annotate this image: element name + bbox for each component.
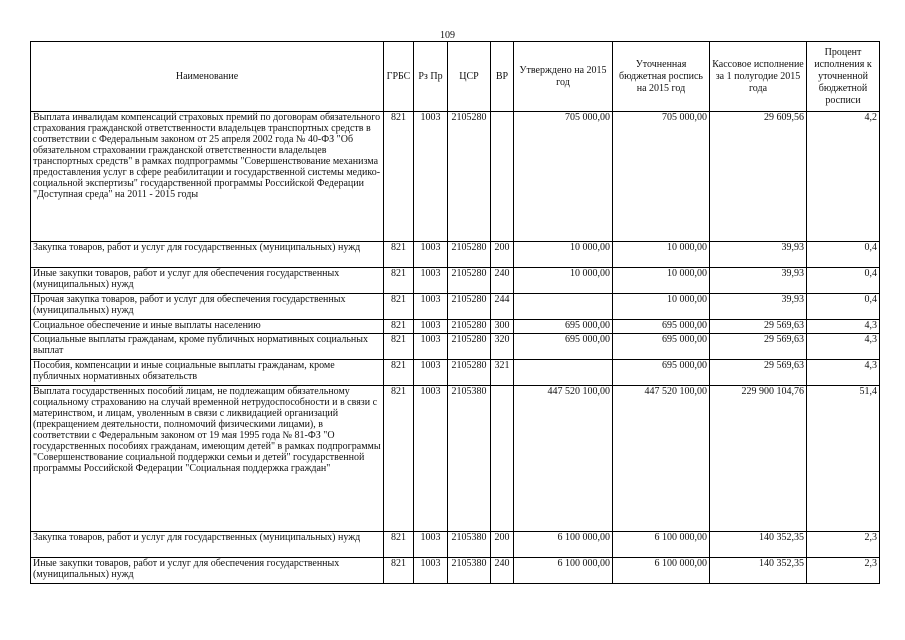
row-cash: 140 352,35 xyxy=(710,532,807,558)
row-csr: 2105280 xyxy=(448,294,491,320)
row-cash: 29 569,63 xyxy=(710,360,807,386)
row-name: Закупка товаров, работ и услуг для государственных (муниципальных) нужд xyxy=(31,242,384,268)
row-grbs: 821 xyxy=(384,320,414,334)
table-header-row xyxy=(31,42,880,112)
row-grbs: 821 xyxy=(384,112,414,242)
row-name: Иные закупки товаров, работ и услуг для обеспечения государственных (муниципальных) нужд xyxy=(31,558,384,584)
row-vr: 321 xyxy=(491,360,514,386)
row-csr: 2105280 xyxy=(448,112,491,242)
row-grbs: 821 xyxy=(384,386,414,532)
row-name: Выплата государственных пособий лицам, не подлежащим обязательному социальному страхованию на случай временной нетрудоспособности и в связи с материнством, и лицам, уволенным в связи с ликвидацией организаций (прекращением деятельности, полномочий физическими лицами), в соответствии с Федеральным законом от 19 мая 1995 года № 81-ФЗ "О государственных пособиях гражданам, имеющим детей" в рамках подпрограммы "Совершенствование социальной поддержки семьи и детей" государственной программы Российской Федерации "Социальная поддержка граждан" xyxy=(31,386,384,532)
table-row xyxy=(31,386,880,532)
row-approved: 10 000,00 xyxy=(514,268,613,294)
row-percent: 4,3 xyxy=(807,320,880,334)
row-name: Прочая закупка товаров, работ и услуг для обеспечения государственных (муниципальных) нужд xyxy=(31,294,384,320)
row-percent: 4,3 xyxy=(807,360,880,386)
row-approved: 10 000,00 xyxy=(514,242,613,268)
row-csr: 2105280 xyxy=(448,242,491,268)
row-grbs: 821 xyxy=(384,558,414,584)
row-vr: 240 xyxy=(491,558,514,584)
row-refined: 695 000,00 xyxy=(613,334,710,360)
row-cash: 39,93 xyxy=(710,294,807,320)
row-rzpr: 1003 xyxy=(414,320,448,334)
header-approved: Утверждено на 2015 год xyxy=(514,42,613,112)
row-percent: 0,4 xyxy=(807,242,880,268)
table-row xyxy=(31,334,880,360)
row-rzpr: 1003 xyxy=(414,558,448,584)
row-name: Выплата инвалидам компенсаций страховых премий по договорам обязательного страхования гражданской ответственности владельцев транспортных средств в соответствии с Федеральным законом от 25 апреля 2002 года № 40-ФЗ "Об обязательном страховании гражданской ответственности владельцев транспортных средств" в рамках подпрограммы "Совершенствование механизма предоставления услуг в сфере реабилитации и государственной системы медико-социальной экспертизы" государственной программы Российской Федерации "Доступная среда" на 2011 - 2015 годы xyxy=(31,112,384,242)
row-cash: 29 569,63 xyxy=(710,320,807,334)
header-name: Наименование xyxy=(31,42,384,112)
row-refined: 447 520 100,00 xyxy=(613,386,710,532)
row-vr: 240 xyxy=(491,268,514,294)
row-refined: 10 000,00 xyxy=(613,242,710,268)
row-cash: 229 900 104,76 xyxy=(710,386,807,532)
table-row xyxy=(31,268,880,294)
row-rzpr: 1003 xyxy=(414,334,448,360)
row-approved: 695 000,00 xyxy=(514,320,613,334)
row-vr: 244 xyxy=(491,294,514,320)
row-approved: 705 000,00 xyxy=(514,112,613,242)
row-vr: 300 xyxy=(491,320,514,334)
row-csr: 2105280 xyxy=(448,320,491,334)
header-percent: Процент исполнения к уточненной бюджетной росписи xyxy=(807,42,880,112)
row-rzpr: 1003 xyxy=(414,268,448,294)
row-vr: 320 xyxy=(491,334,514,360)
table-row xyxy=(31,294,880,320)
row-refined: 695 000,00 xyxy=(613,320,710,334)
row-percent: 51,4 xyxy=(807,386,880,532)
row-refined: 705 000,00 xyxy=(613,112,710,242)
row-csr: 2105380 xyxy=(448,558,491,584)
row-vr xyxy=(491,112,514,242)
page-number: 109 xyxy=(440,30,455,41)
table-row xyxy=(31,242,880,268)
row-vr: 200 xyxy=(491,242,514,268)
row-approved: 6 100 000,00 xyxy=(514,532,613,558)
row-approved: 695 000,00 xyxy=(514,334,613,360)
row-cash: 39,93 xyxy=(710,268,807,294)
row-csr: 2105380 xyxy=(448,532,491,558)
row-percent: 2,3 xyxy=(807,558,880,584)
header-grbs: ГРБС xyxy=(384,42,414,112)
row-grbs: 821 xyxy=(384,242,414,268)
row-rzpr: 1003 xyxy=(414,242,448,268)
row-percent: 4,2 xyxy=(807,112,880,242)
header-rzpr: Рз Пр xyxy=(414,42,448,112)
row-approved: 6 100 000,00 xyxy=(514,558,613,584)
row-csr: 2105280 xyxy=(448,360,491,386)
row-percent: 0,4 xyxy=(807,268,880,294)
row-rzpr: 1003 xyxy=(414,294,448,320)
row-name: Закупка товаров, работ и услуг для государственных (муниципальных) нужд xyxy=(31,532,384,558)
row-percent: 2,3 xyxy=(807,532,880,558)
row-cash: 29 569,63 xyxy=(710,334,807,360)
row-refined: 10 000,00 xyxy=(613,294,710,320)
row-refined: 6 100 000,00 xyxy=(613,558,710,584)
row-name: Социальные выплаты гражданам, кроме публичных нормативных социальных выплат xyxy=(31,334,384,360)
row-grbs: 821 xyxy=(384,532,414,558)
header-refined: Уточненная бюджетная роспись на 2015 год xyxy=(613,42,710,112)
row-csr: 2105380 xyxy=(448,386,491,532)
row-approved: 447 520 100,00 xyxy=(514,386,613,532)
row-grbs: 821 xyxy=(384,294,414,320)
table-row xyxy=(31,360,880,386)
table-row xyxy=(31,532,880,558)
row-refined: 6 100 000,00 xyxy=(613,532,710,558)
row-name: Пособия, компенсации и иные социальные выплаты гражданам, кроме публичных нормативных обязательств xyxy=(31,360,384,386)
budget-table xyxy=(30,41,880,584)
row-csr: 2105280 xyxy=(448,334,491,360)
row-grbs: 821 xyxy=(384,360,414,386)
row-rzpr: 1003 xyxy=(414,360,448,386)
header-csr: ЦСР xyxy=(448,42,491,112)
row-vr: 200 xyxy=(491,532,514,558)
row-vr xyxy=(491,386,514,532)
row-name: Иные закупки товаров, работ и услуг для обеспечения государственных (муниципальных) нужд xyxy=(31,268,384,294)
row-csr: 2105280 xyxy=(448,268,491,294)
header-vr: ВР xyxy=(491,42,514,112)
row-grbs: 821 xyxy=(384,268,414,294)
row-cash: 140 352,35 xyxy=(710,558,807,584)
row-cash: 39,93 xyxy=(710,242,807,268)
row-rzpr: 1003 xyxy=(414,532,448,558)
table-row xyxy=(31,320,880,334)
row-refined: 695 000,00 xyxy=(613,360,710,386)
header-cash: Кассовое исполнение за 1 полугодие 2015 года xyxy=(710,42,807,112)
row-refined: 10 000,00 xyxy=(613,268,710,294)
row-name: Социальное обеспечение и иные выплаты населению xyxy=(31,320,384,334)
row-percent: 0,4 xyxy=(807,294,880,320)
table-row xyxy=(31,558,880,584)
table-row xyxy=(31,112,880,242)
row-percent: 4,3 xyxy=(807,334,880,360)
row-cash: 29 609,56 xyxy=(710,112,807,242)
row-approved xyxy=(514,360,613,386)
row-rzpr: 1003 xyxy=(414,112,448,242)
row-approved xyxy=(514,294,613,320)
row-grbs: 821 xyxy=(384,334,414,360)
row-rzpr: 1003 xyxy=(414,386,448,532)
